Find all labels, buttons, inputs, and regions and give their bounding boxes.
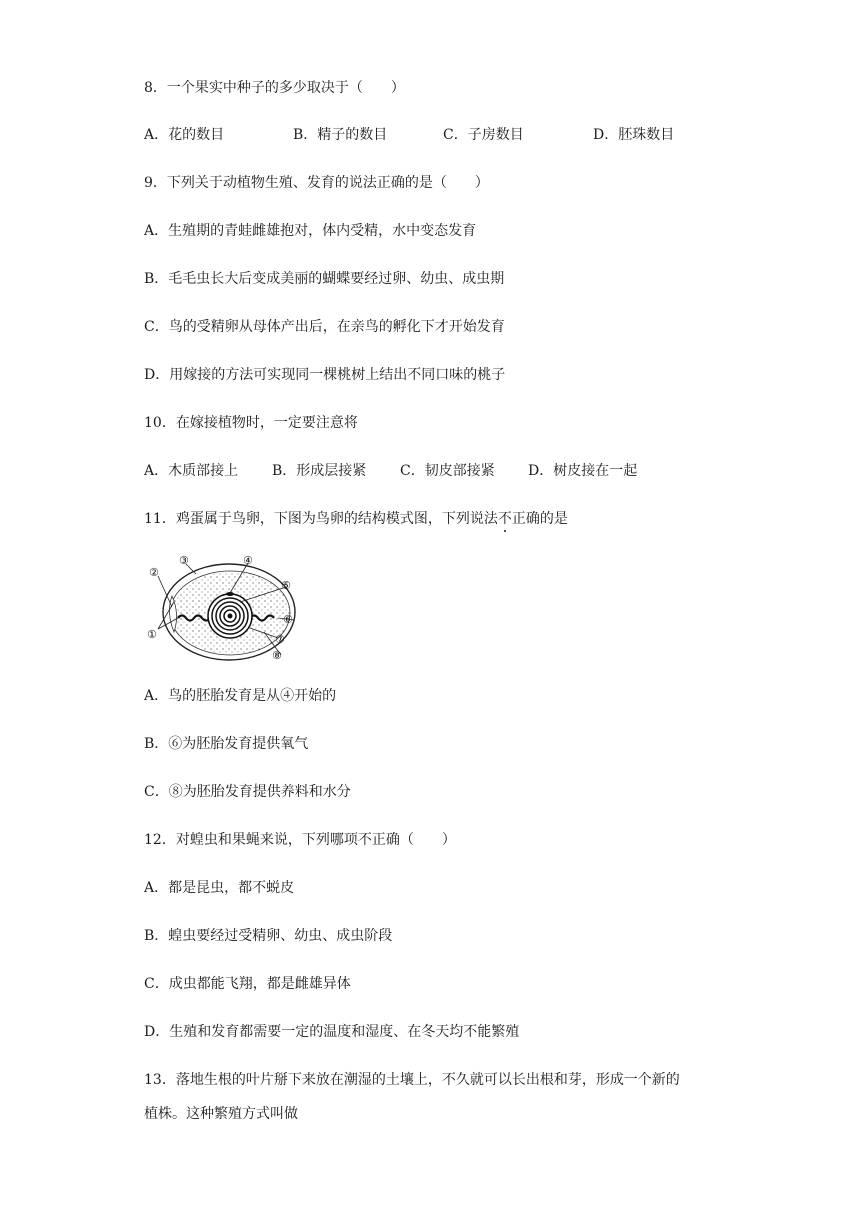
question-12-option-c: C．成虫都能飞翔，都是雌雄异体 bbox=[144, 976, 351, 992]
question-11-stem-after: 正确的是 bbox=[511, 511, 568, 527]
emphasis-mark-text: 不 bbox=[497, 511, 512, 527]
question-11-stem-before: 11．鸡蛋属于鸟卵，下图为鸟卵的结构模式图，下列说法 bbox=[144, 511, 498, 527]
label-4: ④ bbox=[243, 554, 253, 567]
question-10-option-c: C．韧皮部接紧 bbox=[400, 463, 495, 479]
question-8-option-c: C．子房数目 bbox=[443, 127, 524, 143]
question-11-option-b: B．⑥为胚胎发育提供氧气 bbox=[144, 736, 309, 752]
label-8: ⑧ bbox=[272, 649, 282, 662]
question-12-stem: 12．对蝗虫和果蝇来说，下列哪项不正确（ ） bbox=[144, 832, 456, 848]
label-2: ② bbox=[149, 566, 159, 579]
question-12-option-b: B．蝗虫要经过受精卵、幼虫、成虫阶段 bbox=[144, 928, 393, 944]
question-9-option-a: A．生殖期的青蛙雌雄抱对，体内受精，水中变态发育 bbox=[144, 223, 477, 239]
question-9-option-d: D．用嫁接的方法可实现同一棵桃树上结出不同口味的桃子 bbox=[144, 367, 506, 383]
question-12-option-d: D．生殖和发育都需要一定的温度和湿度、在冬天均不能繁殖 bbox=[144, 1024, 520, 1040]
bird-egg-structure-diagram bbox=[144, 552, 296, 664]
question-8-stem: 8．一个果实中种子的多少取决于（ ） bbox=[144, 80, 405, 96]
question-8-option-b: B．精子的数目 bbox=[293, 127, 388, 143]
question-10-option-a: A．木质部接上 bbox=[144, 463, 239, 479]
question-9-option-c: C．鸟的受精卵从母体产出后，在亲鸟的孵化下才开始发育 bbox=[144, 319, 505, 335]
question-9-stem: 9．下列关于动植物生殖、发育的说法正确的是（ ） bbox=[144, 175, 489, 191]
label-3: ③ bbox=[179, 554, 189, 567]
question-11-stem bbox=[144, 509, 568, 529]
question-11-option-c: C．⑧为胚胎发育提供养料和水分 bbox=[144, 784, 351, 800]
question-8-option-d: D．胚珠数目 bbox=[593, 127, 675, 143]
question-9-option-b: B．毛毛虫长大后变成美丽的蝴蝶要经过卵、幼虫、成虫期 bbox=[144, 271, 505, 287]
label-6: ⑥ bbox=[283, 613, 293, 626]
question-12-option-a: A．都是昆虫，都不蜕皮 bbox=[144, 880, 295, 896]
question-10-option-b: B．形成层接紧 bbox=[272, 463, 367, 479]
question-8-option-a: A．花的数目 bbox=[144, 127, 225, 143]
question-11-option-a: A．鸟的胚胎发育是从④开始的 bbox=[144, 688, 337, 704]
question-10-option-d: D．树皮接在一起 bbox=[528, 463, 638, 479]
label-7: ⑦ bbox=[275, 633, 285, 646]
label-1: ① bbox=[147, 628, 157, 641]
question-13-stem-line-2: 植株。这种繁殖方式叫做 bbox=[144, 1106, 298, 1122]
label-5: ⑤ bbox=[281, 579, 291, 592]
question-13-stem-line-1: 13．落地生根的叶片掰下来放在潮湿的土壤上，不久就可以长出根和芽，形成一个新的 bbox=[144, 1072, 680, 1088]
question-10-stem: 10．在嫁接植物时，一定要注意将 bbox=[144, 415, 358, 431]
